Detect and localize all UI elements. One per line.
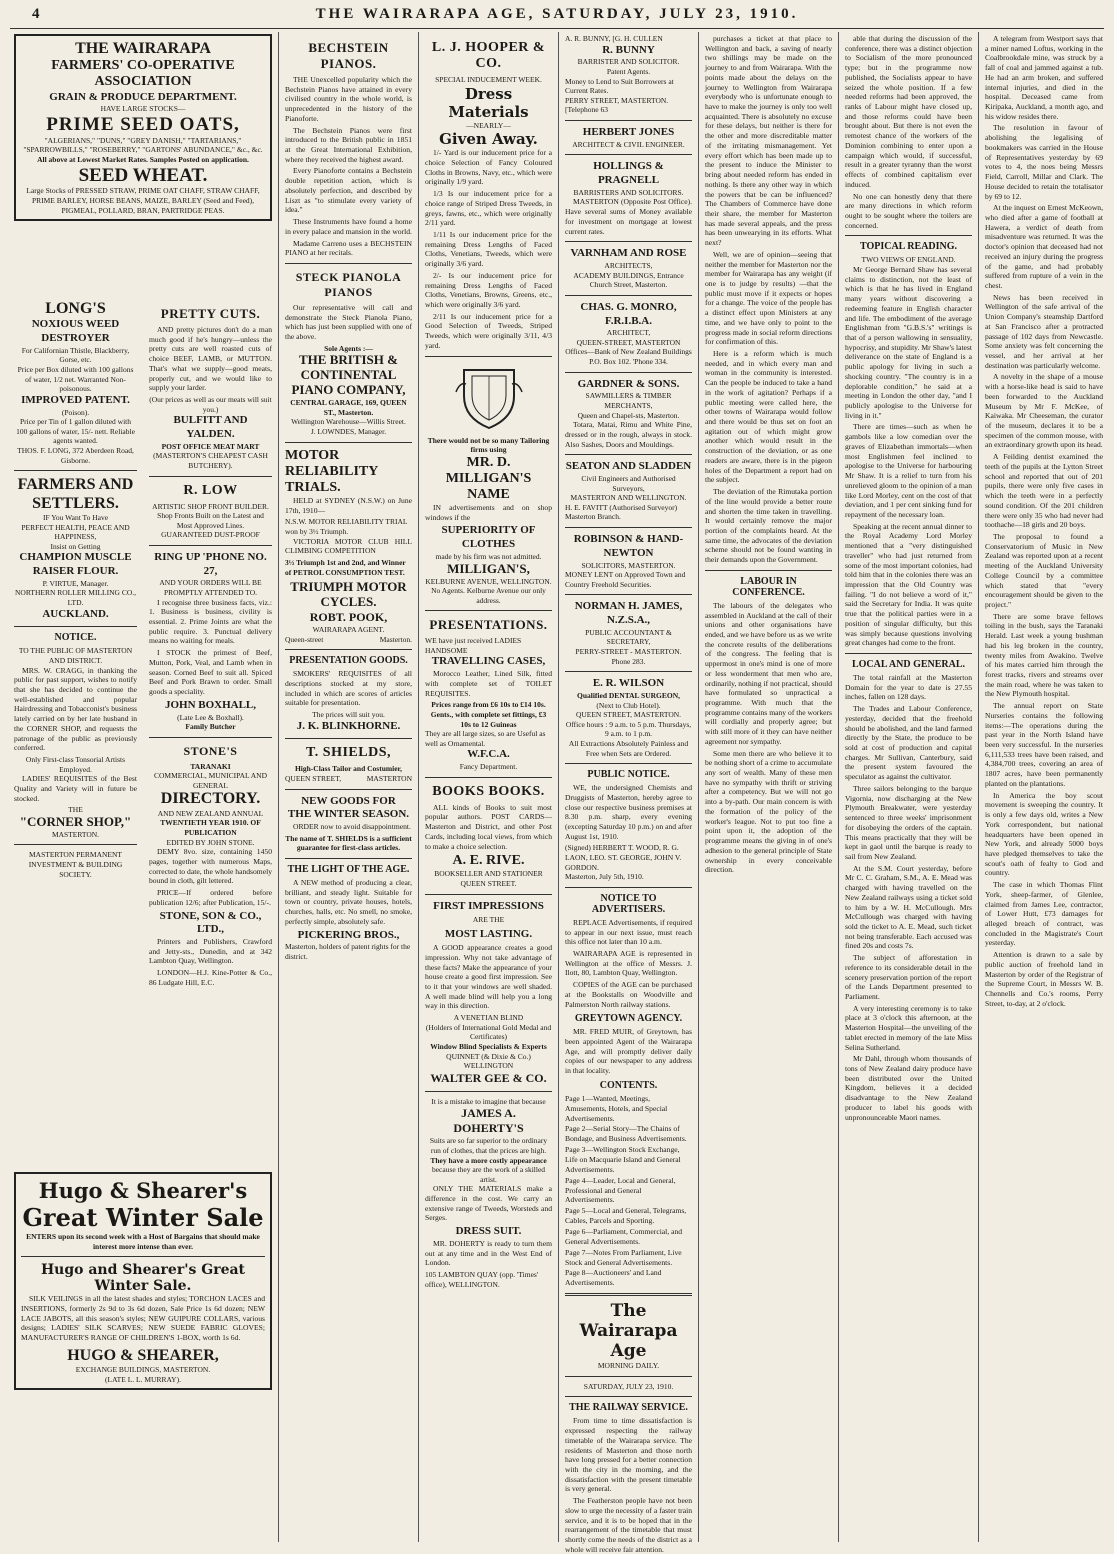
ad-text: MASTERTON. bbox=[51, 829, 100, 839]
ad-subheading: GRAIN & PRODUCE DEPARTMENT. bbox=[49, 90, 237, 103]
ad-text: Wellington Warehouse—Willis Street. bbox=[291, 417, 406, 427]
ad-heading: THE BRITISH & CONTINENTAL PIANO COMPANY, bbox=[291, 352, 406, 398]
ad-heading: MOTOR RELIABILITY TRIALS. bbox=[285, 447, 378, 495]
card-text: BARRISTERS AND SOLICITORS. bbox=[573, 187, 684, 197]
article-paragraph: A telegram from Westport says that a miner named Loftus, working in the Coalbrookdale mine, was struck by a fall of coal and jammed against a tub. He had an arm broken, and suffered internal injuries, and died in the hospital. Deceased came from Kiripaka, Auckland, a month ago, and his widow resides there. bbox=[985, 34, 1103, 121]
ad-text: Insist on Getting bbox=[50, 541, 101, 551]
ad-text: Masterton, holders of patent rights for the district. bbox=[285, 942, 411, 961]
ad-text: DEMY 8vo. size, containing 1450 pages, together with numerous Maps, corrected to date, the whole handsomely bound in cloth, gilt lettered. bbox=[149, 847, 272, 886]
ad-heading: BECHSTEIN PIANOS. bbox=[308, 40, 389, 71]
ad-text: IF You Want To Have bbox=[42, 512, 109, 522]
ad-text: All above at Lowest Market Rates. Samples Posted on application. bbox=[37, 154, 249, 164]
ad-text: LONDON—H.J. Kine-Potter & Co., 86 Ludgate Hill, E.C. bbox=[149, 968, 272, 987]
light-of-age-ad bbox=[285, 864, 412, 962]
hugo-shearer-ad bbox=[14, 1172, 272, 1390]
ad-heading: MOST LASTING. bbox=[444, 928, 533, 941]
ad-heading: STECK PIANOLA PIANOS bbox=[295, 269, 402, 299]
ad-heading: Hugo & Shearer's bbox=[38, 1178, 248, 1203]
notice-text: (Signed) HERBERT T. WOOD, R. G. LAON, LEO. ST. GEORGE, JOHN V. GORDON. bbox=[565, 843, 682, 872]
shields-ad bbox=[285, 745, 412, 853]
ad-text: I recognise three business facts, viz.: 1. Business is business, civility is essential. 2. Prime Joints are what the public require. 3. Punctual delivery means no waiting for meals. bbox=[149, 597, 272, 646]
ad-text: PRICE—If ordered before publication 12/6; after Publication, 15/-. bbox=[149, 888, 272, 907]
article-paragraph: A novelty in the shape of a mouse with a horse-like head is said to have been forwarded to the Auckland Museum by Mr F. McKee, of Kaiwaka. Mr Cheeseman, the curator of the museum, declares it to be a specimen of the common mouse, with an extraordinary growth upon its head. bbox=[985, 372, 1103, 450]
card-text: PERRY-STREET - MASTERTON. bbox=[575, 647, 682, 656]
ad-heading: Dress Materials bbox=[448, 84, 529, 121]
card-text: A. R. BUNNY, [G. H. CULLEN bbox=[565, 34, 663, 43]
ad-text: 105 LAMBTON QUAY (opp. 'Times' office), WELLINGTON. bbox=[425, 1270, 539, 1289]
ad-heading: Hugo and Shearer's Great Winter Sale. bbox=[40, 1262, 246, 1295]
first-impressions-ad bbox=[425, 900, 552, 1086]
ad-text: (Holders of International Gold Medal and Certificates) bbox=[425, 1022, 552, 1042]
ad-heading: FARMERS' CO-OPERATIVE ASSOCIATION bbox=[51, 58, 235, 90]
ad-text: Our representative will call and demonstrate the Steck Pianola Piano, which has just been supplied with one of the above. bbox=[285, 302, 412, 342]
article-paragraph: The deviation of the Rimutaka portion of the line would provide a better route and shorten the time taken in travelling. It would certainly remove the major portion of the complaints heard. At the same time, the advocates of the deviation scheme should not be found wanting in their demands upon the Government. bbox=[705, 487, 832, 565]
ad-text: Fancy Department. bbox=[459, 762, 518, 772]
ad-text: Family Butcher bbox=[185, 722, 236, 732]
column-5 bbox=[559, 34, 698, 1554]
ad-subheading: THE WINTER SEASON. bbox=[287, 808, 410, 821]
ad-text: ENTERS upon its second week with a Host of Bargains that should make interest more intense than ever. bbox=[26, 1232, 260, 1251]
ad-text: These Instruments have found a home in every palace and mansion in the world. bbox=[285, 217, 412, 236]
ad-text: TO THE PUBLIC OF MASTERTON AND DISTRICT. bbox=[18, 646, 133, 665]
ad-heading: Given Away. bbox=[439, 130, 538, 149]
article-paragraph: The resolution in favour of abolishing the legalising of bookmakers was carried in the House of Representatives yesterday by 69 votes to 4, the noes being Messrs Field, Carroll, Millar and Clark. The House decided to retain the totalisator by 69 to 12. bbox=[985, 123, 1103, 201]
ad-text: MASTERTON bbox=[366, 774, 412, 783]
article-paragraph: A very interesting ceremony is to take place at 3 o'clock this afternoon, at the Masterton Hospital—the unveiling of the tablet erected in memory of the late Miss Selina Sutherland. bbox=[845, 1003, 972, 1052]
article-paragraph: A Feilding dentist examined the teeth of the pupils at the Lytton Street school and reported that out of 201 pupils, there were only five cases in which the teeth were in a perfectly sound condition. Of the 201 children there were only 35 who had never had toothache—18 girls and 20 boys. bbox=[985, 452, 1103, 530]
ad-text: A VENETIAN BLIND bbox=[453, 1013, 524, 1023]
contents-heading: CONTENTS. bbox=[599, 1079, 658, 1091]
column-2 bbox=[143, 300, 278, 1162]
ad-text: AND pretty pictures don't do a man much good if he's hungry—unless the pretty cuts are well roasted cuts of choice BEEF, LAMB, or MUTTON. That's what we supply—good meats, properly cut, and we would like to supply your larder. bbox=[149, 325, 272, 393]
ad-text: Sole Agents :— bbox=[324, 343, 373, 353]
article-paragraph: At the inquest on Ernest McKeown, who died after a game of football at Hawera, a verdict of death from misadventure was returned. It was the doctor's opinion that deceased had not received an injury during the progress of the game, and had probably suffered from rupture of a vein in the chest. bbox=[985, 203, 1103, 290]
ad-text: 2/- Is our inducement price for remaining Dress Lengths of Faced Cloths, Venetians, Browns, Greens, etc., which were originally 3/6 yard. bbox=[425, 270, 552, 309]
ad-subheading: RING UP 'PHONE NO. 27, bbox=[154, 550, 267, 577]
card-text: MASTERTON (Opposite Post Office). Have several sums of Money available for investment on mortgage at lowest current rates. bbox=[565, 197, 692, 236]
card-heading: CHAS. G. MONRO, F.R.I.B.A. bbox=[580, 300, 677, 327]
ad-text: They are all large sizes, so are Useful as well as Ornamental. bbox=[425, 729, 546, 748]
card-text: PUBLIC ACCOUNTANT & SECRETARY, bbox=[585, 627, 672, 647]
ad-subheading: JAMES A. DOHERTY'S bbox=[453, 1106, 524, 1136]
ad-heading: MR. D. MILLIGAN'S NAME bbox=[445, 454, 532, 502]
article-paragraph: No one can honestly deny that there are many directions in which reform ought to be sought where the toilers are concerned. bbox=[845, 191, 972, 230]
ad-heading: THE LIGHT OF THE AGE. bbox=[287, 864, 410, 875]
list-item: Page 8—Auctioneers' and Land Advertisements. bbox=[565, 1268, 662, 1288]
ad-text: COMMERCIAL, MUNICIPAL AND GENERAL bbox=[154, 771, 267, 790]
ad-heading: Great Winter Sale bbox=[22, 1203, 264, 1232]
ad-text: (LATE L. L. MURRAY). bbox=[105, 1374, 181, 1384]
ad-text: AND NEW ZEALAND ANNUAL bbox=[157, 808, 264, 818]
article-paragraph: purchases a ticket at that place to Wellington and back, a saving of nearly two shillings may be made on the journey to and from Wairarapa. With the points made about the delays on the journey to Wellington from Wairarapa everybody who is unfortunate enough to have to make the journey is only too well acquainted. There is absolutely no excuse for these delays, but neither is there for the other and more discreditable matter of the irritating mismanagement. Yet every effort which has been made up to the present to induce the Minister to bring about needed reform has ended in nothing. Is there any other way in which the powers that be can be influenced? The Chambers of Commerce have done their share, the member for Masterton has made several appeals, and the press has been unwearying in its efforts. What next? bbox=[705, 34, 832, 248]
ad-heading: PRIME SEED OATS, bbox=[46, 113, 240, 135]
card-text: Civil Engineers and Authorised Surveyors, bbox=[581, 474, 676, 493]
article-paragraph: Here is a reform which is much needed, and in which every man and woman in the community is interested. Can the people be induced to take a hand in the work of agitation? Perhaps if a public meeting were called here, the other towns of Wairarapa would follow and there would be thus set on foot an agitation out of which might grow another which would result in the construction of the deviation, or as one readers are aware, there is in the pigeon holes of the Department a report had on the subject. bbox=[705, 349, 832, 485]
article-paragraph: News has been received in Wellington of the safe arrival of the Union Company's steamship Dartford at San Francisco after a protracted passage of 102 days from Newcastle. Some anxiety was felt concerning the vessel, and her arrival at her destination was particularly welcome. bbox=[985, 292, 1103, 370]
ad-text: MASTERTON PERMANENT INVESTMENT & BUILDING SOCIETY. bbox=[28, 850, 123, 879]
ad-text: WAIRARAPA AGENT. bbox=[312, 625, 385, 634]
ad-text: AND YOUR ORDERS WILL BE PROMPTLY ATTENDED TO. bbox=[159, 578, 262, 597]
ad-text: QUINNET (& Dixie & Co.) WELLINGTON bbox=[446, 1051, 531, 1071]
hugo-shearer-region bbox=[8, 1172, 278, 1542]
ad-text: I STOCK the primest of Beef, Mutton, Pork, Veal, and Lamb when in season. Corned Beef to suit all. Spiced Beef and Pork Brawn to order. Small goods a speciality. bbox=[149, 648, 272, 697]
article-paragraph: Three sailors belonging to the barque Vigornia, now discharging at the New Plymouth Breakwater, were yesterday sentenced to three weeks' imprisonment for disobeying the orders of the captain. This means practically that they will be kept in gaol until the barque is ready to sail from New Zealand. bbox=[845, 783, 972, 861]
ad-heading: THE WAIRARAPA bbox=[75, 40, 211, 57]
column-3 bbox=[279, 34, 418, 1542]
card-text: SOLICITORS, MASTERTON. bbox=[581, 560, 676, 570]
ad-text: MRS. W. CRAGG, in thanking the public for past support, wishes to notify that she has decided to continue the well-established and popular Hairdressing and Tobacconist's business lately carried on by her late husband in the CORNER SHOP, and requests the patronage of the public as previously conferred. bbox=[14, 665, 137, 753]
article-subheading: TWO VIEWS OF ENGLAND. bbox=[861, 255, 956, 265]
ad-text: NORTHERN ROLLER MILLING CO., LTD. bbox=[15, 588, 136, 608]
ad-text: TARANAKI bbox=[190, 761, 231, 771]
public-notice bbox=[565, 769, 692, 882]
ad-subheading: SUPERIORITY OF CLOTHES bbox=[441, 524, 536, 551]
ad-heading: L. J. HOOPER & CO. bbox=[431, 40, 546, 71]
card-text: Totara, Matai, Rimu and White Pine, dressed or in the rough, always in stock. Also Sashes, Doors and Mouldings. bbox=[565, 420, 692, 449]
ad-text: The prices will suit you. bbox=[312, 710, 385, 720]
article-paragraph: Attention is drawn to a sale by public auction of freehold land in Masterton by order of the Registrar of the Supreme Court, in Messrs W. B. Chennells and Co.'s rooms, Perry Street, to-day, at 2 o'clock. bbox=[985, 950, 1103, 1008]
ad-text: because they are the work of a skilled artist. bbox=[431, 1165, 546, 1184]
milligan-ad bbox=[425, 362, 552, 606]
ad-subheading: PICKERING BROS., bbox=[297, 928, 400, 941]
r-low-ad bbox=[149, 483, 272, 732]
doherty-ad bbox=[425, 1097, 552, 1290]
ad-subheading: W.F.C.A. bbox=[467, 748, 510, 761]
article-paragraph: There are times—such as when he gambols like a low comedian over the graves of Elizabethan immortals—when most Englishmen feel inclined to apologise to the Universe for harbouring Mr Shaw. It is a relief to turn from his unrelieved gloom to the opinion of a man like Lord Morley, cent on the cost of that deviation, and 1 per cent sinking fund for repayment of the necessary loan. bbox=[845, 422, 972, 519]
card-text: Money to Lend to Suit Borrowers at Current Rates. bbox=[565, 76, 674, 96]
card-text: ACADEMY BUILDINGS, Entrance Church Street, Masterton. bbox=[573, 270, 684, 290]
ad-heading: STONE'S bbox=[183, 743, 238, 758]
ad-text: SILK VEILINGS in all the latest shades and styles; TORCHON LACES and INSERTIONS, formerly 2s 9d to 3s 6d dozen, Sale Price 1s 6d dozen; NEW LACE JABOTS, all this season's styles; NEW GUIPURE COLLARS, various designs; LADIES' SILK SCARVES; NEW SUEDE FABRIC GLOVES; MANUFACTURER'S RANGE OF CHILDREN'S 1-BOX, worth 1s 6d. bbox=[21, 1294, 265, 1343]
card-text: All Extractions Absolutely Painless and Free when Sets are Ordered. bbox=[568, 738, 689, 758]
ad-text: 1/- Yard is our inducement price for a choice Selection of Fancy Coloured Cloths in Browns, Navy, etc., which were originally 1/9 yard. bbox=[425, 148, 552, 187]
card-text: ARCHITECT, bbox=[606, 328, 651, 338]
books-ad bbox=[425, 784, 552, 889]
steck-ad bbox=[285, 270, 412, 437]
ad-text: EDITED BY JOHN STONE. bbox=[166, 837, 255, 847]
ad-text: (Late Lee & Boxhall). bbox=[177, 712, 244, 722]
ad-heading: HUGO & SHEARER, bbox=[67, 1346, 219, 1364]
article-heading: LABOUR IN CONFERENCE. bbox=[732, 575, 805, 598]
longs-ad bbox=[14, 300, 137, 465]
card-heading: NORMAN H. JAMES, N.Z.S.A., bbox=[574, 600, 683, 627]
ad-heading: NOTICE. bbox=[54, 632, 97, 644]
list-item: Page 4—Leader, Local and General, Professional and General Advertisements. bbox=[565, 1175, 676, 1205]
ad-text: N.S.W. MOTOR RELIABILITY TRIAL won by 3½ Triumph. bbox=[285, 517, 408, 536]
ad-text: Printers and Publishers, Crawford and Jetty-sts., Dunedin, and at 342 Lambton Quay, Wellington. bbox=[149, 937, 272, 966]
ad-heading: "CORNER SHOP," bbox=[19, 813, 132, 829]
ad-text: (Poison). bbox=[61, 407, 90, 417]
list-item: Page 6—Parliament, Commercial, and General Advertisements. bbox=[565, 1227, 683, 1246]
ad-text: HELD at SYDNEY (N.S.W.) on June 17th, 1910— bbox=[285, 495, 412, 515]
pretty-cuts-ad bbox=[149, 306, 272, 471]
card-text: H. E. FAVITT (Authorised Surveyor) Masterton Branch. bbox=[565, 502, 678, 522]
page-number: 4 bbox=[32, 6, 40, 22]
settlers-ad bbox=[14, 476, 137, 621]
article-paragraph: The Featherston people have not been slow to urge the necessity of a faster train service, and it is to be hoped that in the rearrangement of the timetable that must shortly come the needs of the district as a whole will receive fair attention. bbox=[565, 1496, 692, 1554]
ad-text: For Californian Thistle, Blackberry, Gorse, etc. bbox=[21, 345, 130, 365]
presentations-ad bbox=[425, 617, 552, 771]
ad-heading: PRESENTATIONS. bbox=[429, 617, 548, 633]
card-text: BARRISTER AND SOLICITOR. bbox=[577, 57, 680, 67]
ad-address-row bbox=[285, 635, 412, 645]
ad-text: BOOKSELLER AND STATIONER QUEEN STREET. bbox=[434, 869, 543, 888]
ad-text: ALL kinds of Books to suit most popular authors. POST CARDS—Masterton and District, and other Post Cards, including local views, from which to make a choice selection. bbox=[425, 802, 552, 851]
ad-text: QUEEN STREET, bbox=[285, 774, 342, 783]
card-heading: E. R. WILSON bbox=[592, 677, 665, 690]
list-item: Page 2—Serial Story—The Chains of Bondage, and Business Advertisements. bbox=[565, 1124, 687, 1144]
card-text: (Next to Club Hotel). bbox=[596, 700, 661, 710]
notice-text: WE, the undersigned Chemists and Druggists of Masterton, hereby agree to close our respective business premises at 8.30 p.m. sharp, every evening (excepting Saturday 10 p.m.) on and after August 1st, 1910. bbox=[565, 783, 692, 841]
ad-heading: A. E. RIVE. bbox=[452, 853, 525, 869]
ad-subheading: ROBT. POOK, bbox=[309, 610, 388, 624]
ad-text: Madame Carreno uses a BECHSTEIN PIANO at her recitals. bbox=[285, 238, 412, 258]
article-paragraph: Mr Dahl, through whom thousands of tons of New Zealand dairy produce have been distributed over the United Kingdom, believes it a decided disadvantage to the New Zealand producer to label his goods with unpronounceable Maori names. bbox=[845, 1054, 972, 1122]
ad-text: Prices range from £6 10s to £14 10s. bbox=[431, 700, 546, 710]
list-item: Page 1—Wanted, Meetings, Amusements, Hotels, and Special Advertisements. bbox=[565, 1093, 668, 1123]
card-heading: GARDNER & SONS. bbox=[577, 377, 680, 390]
notice-heading: NOTICE TO ADVERTISERS. bbox=[591, 892, 666, 915]
motor-trials-ad bbox=[285, 448, 412, 645]
card-text: Queen and Chapel-sts, Masterton. bbox=[577, 410, 680, 420]
card-heading: HOLLINGS & PRAGNELL bbox=[593, 160, 664, 186]
ad-text: HAVE LARGE STOCKS— bbox=[100, 104, 186, 114]
card-text: QUEEN STREET, MASTERTON. bbox=[575, 710, 682, 720]
article-paragraph: Speaking at the recent annual dinner to the Royal Academy Lord Morley mentioned that a "very distinguished traveller" who had just returned from some of the most important colonies, had told him that in the colonies there was an impression that the Old Country was failing. "I do not believe a word of it," said the Secretary for India. It was quite true that the political parties were in a position of singular difficulty, but this was simply because questions involving great changes had come to the front. bbox=[845, 521, 972, 648]
ad-text: SPECIAL INDUCEMENT WEEK. bbox=[435, 75, 542, 84]
ad-text: A GOOD appearance creates a good impression. Why not take advantage of these facts? Make the appearance of your house create a good first impression. See to it that your windows are well shaded. A well made blind will help you a long way in this direction. bbox=[425, 943, 552, 1011]
ad-text: Shop Fronts Built on the Latest and Most Approved Lines. bbox=[157, 511, 264, 530]
ad-subheading: IMPROVED PATENT. bbox=[21, 393, 130, 406]
ad-text: ONLY THE MATERIALS make a difference in the cost. We carry an extensive range of Tweeds, Worsteds and Serges. bbox=[425, 1184, 552, 1223]
ad-heading: SEED WHEAT. bbox=[78, 164, 208, 186]
column-4 bbox=[419, 34, 558, 1542]
article-paragraph: The labours of the delegates who assembled in Auckland at the call of their unions and other organisations have ended, and we have before us as we write the concrete results of the deliberations of the congress. The feeling that is uppermost in one's mind is one of more or less wonderment that men who are, ordinarily, nothing if not practical, should have formulated so unpractical a programme. With much that the programme contains many of the workers will cordially and properly agree; but with still more of it they can have neither agreement nor sympathy. bbox=[705, 600, 832, 746]
ad-text: Large Stocks of PRESSED STRAW, PRIME OAT CHAFF, STRAW CHAFF, PRIME BARLEY, HORSE BEANS, MAIZE, BARLEY (Seed and Feed), PIGMEAL, POLLARD, BRAN, PARTRIDGE PEAS. bbox=[26, 186, 260, 215]
ad-text: 1/11 Is our inducement price for the remaining Dress Lengths of Faced Cloths, Venetians, Tweeds, which were originally 3/6 yard. bbox=[425, 229, 552, 269]
bechstein-ad bbox=[285, 40, 412, 258]
card-text: Qualified DENTAL SURGEON, bbox=[576, 690, 680, 700]
leader-section bbox=[565, 1301, 692, 1554]
ad-text: SMOKERS' REQUISITES of all descriptions stocked at my store, included in which are scores of articles suitable for presentation. bbox=[285, 669, 412, 708]
notice-text: WAIRARAPA AGE is represented in Wellington at the office of Messrs. J. Ilott, 80, Lambton Quay, Wellington. bbox=[565, 948, 692, 978]
ad-text: They have a more costly appearance bbox=[430, 1155, 547, 1165]
article-heading: LOCAL AND GENERAL. bbox=[851, 659, 966, 670]
notice-ad bbox=[14, 632, 137, 879]
notice-text: COPIES of the AGE can be purchased at the Bookstalls on Woodville and Palmerston North railway stations. bbox=[565, 980, 692, 1009]
ad-text: The Bechstein Pianos were first introduced to the British public in 1851 at the Great International Exhibition, where they received the highest award. bbox=[285, 125, 412, 164]
ad-heading: T. SHIELDS, bbox=[306, 745, 391, 761]
ad-subheading: STONE, SON & CO., LTD., bbox=[159, 909, 262, 936]
column-8 bbox=[979, 34, 1109, 1542]
ad-text: It is a mistake to imagine that because bbox=[431, 1096, 546, 1106]
article-paragraph: From time to time dissatisfaction is expressed respecting the railway timetable of the Wairarapa service. The residents of Masterton and those north have long pressed for a better connection with the city in the morning, and the dissatisfaction with the present timetable is very general. bbox=[565, 1416, 692, 1494]
ad-subheading: AUCKLAND. bbox=[42, 607, 109, 620]
ad-text: 2/11 Is our inducement price for a Good Selection of Tweeds, Striped Tweeds, which were originally 3/11, 4/3 yard. bbox=[425, 311, 552, 350]
ad-text: Every Pianoforte contains a Bechstein double repetition action, which is absolutely perfection, and described by Liszt as "to stimulate every variety of idea." bbox=[285, 166, 412, 215]
ad-text: ARTISTIC SHOP FRONT BUILDER. bbox=[152, 501, 269, 511]
presentation-goods-ad bbox=[285, 655, 412, 733]
ad-text: Window Blind Specialists & Experts bbox=[430, 1041, 547, 1051]
ad-subheading: J. K. BLINKHORNE. bbox=[296, 719, 401, 732]
farmers-association-ad bbox=[14, 34, 272, 221]
ad-text: Price per Tin of 1 gallon diluted with 100 gallons of water, 15/- nett. Reliable agents wanted. bbox=[16, 417, 135, 446]
advertisers-notice bbox=[565, 893, 692, 1091]
ad-text: There would not be so many Tailoring firms using bbox=[427, 435, 550, 455]
card-text: Office hours : 9 a.m. to 5 p.m. Thursdays, 9 a.m. to 1 p.m. bbox=[565, 719, 692, 739]
article-paragraph: Mr George Bernard Shaw has several claims to distinction, not the least of which is that he has lived in England many years without discovering a redeeming feature in English character and life. The embodiment of the average Englishman from "G.B.S.'s" writings is that of a person wallowing in sensuality, hypocrisy, and stupidity. Mr Shaw's latest deliverance on the state of England is a public apology for living in such a shocking country. "The country is in a deplorable condition," he said at a meeting in London the other day, "and I publicly apologise to the Universe for living in it." bbox=[845, 264, 972, 420]
ad-text: KELBURNE AVENUE, WELLINGTON. bbox=[425, 576, 552, 586]
ad-subheading: NEW GOODS FOR bbox=[301, 794, 396, 807]
ad-text: POST OFFICE MEAT MART bbox=[161, 441, 260, 451]
ad-text: A NEW method of producing a clear, brilliant, and steady light. Suitable for town or country, private houses, hotels, churches, halls, etc. No smell, no smoke, perfectly simple, absolutely safe. bbox=[285, 878, 412, 926]
ad-subheading: BULFITT AND YALDEN. bbox=[173, 414, 248, 440]
ad-text: GUARANTEED DUST-PROOF bbox=[161, 530, 260, 540]
ad-subheading: JOHN BOXHALL, bbox=[164, 698, 257, 711]
ad-heading: MILLIGAN'S, bbox=[447, 560, 530, 576]
ad-subheading: TRAVELLING CASES, bbox=[431, 655, 546, 668]
ad-text: Price per Box diluted with 100 gallons of water, 1/2 net. Warranted Non-poisonous. bbox=[17, 365, 134, 394]
ad-subheading: DRESS SUIT. bbox=[455, 1225, 522, 1238]
ad-heading: BOOKS BOOKS. bbox=[432, 783, 545, 799]
ad-text: TWENTIETH YEAR 1910. OF PUBLICATION bbox=[160, 818, 261, 838]
column-7 bbox=[839, 34, 978, 1542]
masthead-title: THE WAIRARAPA AGE, SATURDAY, JULY 23, 1910. bbox=[315, 6, 799, 22]
ad-text: made by his firm was not admitted. bbox=[435, 551, 542, 561]
article-heading: TOPICAL READING. bbox=[859, 241, 958, 253]
ad-text: Gents., with complete set fittings, £3 10s to 12 Guineas bbox=[430, 709, 547, 729]
card-text: QUEEN-STREET, MASTERTON bbox=[576, 337, 681, 347]
ad-text: ARE THE bbox=[472, 914, 505, 924]
hooper-ad bbox=[425, 40, 552, 351]
ad-text: WE have just received LADIES HANDSOME bbox=[425, 636, 522, 655]
card-text: PERRY STREET, MASTERTON. [Telephone 63 bbox=[565, 95, 669, 115]
ad-text: EXCHANGE BUILDINGS, MASTERTON. bbox=[75, 1365, 211, 1375]
column-6 bbox=[699, 34, 838, 1542]
article-paragraph: In America the boy scout movement is sweeping the country. It is only a few days old, writes a New York correspondent, but national headquarters have been opened in New York, and already 5000 boys have pledged themselves to take the scout's oath of fealty to God and country. bbox=[985, 790, 1103, 878]
ad-text: VICTORIA MOTOR CLUB HILL CLIMBING COMPETITION bbox=[285, 536, 412, 556]
notice-text: REPLACE Advertisements, if required to appear in our next issue, must reach this office not later than 10 a.m. bbox=[565, 917, 692, 947]
article-paragraph: The annual report on State Nurseries contains the following items:—The operations during the past year in the North Island have been very successful. In the nurseries 6,111,533 trees have been raised, and 4,384,700 trees, covering an area of 1807 acres, have been permanently planted on the plantations. bbox=[985, 701, 1103, 788]
notice-text: Masterton, July 5th, 1910. bbox=[565, 872, 644, 882]
ad-text: LADIES' REQUISITES of the Best Quality and Variety will in future be stocked. bbox=[14, 774, 137, 803]
ad-text: Queen-street bbox=[285, 634, 324, 644]
card-text: ARCHITECT & CIVIL ENGINEER. bbox=[572, 139, 685, 149]
article-paragraph: Well, we are of opinion—seeing that neither the member for Masterton nor the member for Wairarapa has any weight (if one is to judge by results) —that the public must move if it expects or hopes for a change. The voice of the people has a distinct effect upon Ministers at any time, and we have only to point to the progress made in social reform directions for confirmation of this. bbox=[705, 249, 832, 347]
ad-text: MR. DOHERTY is ready to turn them out at any time and in the West End of London. bbox=[425, 1238, 552, 1268]
article-paragraph: At the S.M. Court yesterday, before Mr C. C. Graham, S.M., A. E. Mead was charged with having travelled on the New Zealand railways using a ticket sold to him by a W. H. McCullough. Mrs McCullough was charged with having sold the ticket to A. E. Mead, such ticket not being transferable. Each accused was fined 20s and costs 7s. bbox=[845, 863, 972, 951]
nameplate-subtitle: MORNING DAILY. bbox=[597, 1361, 660, 1371]
ad-subheading: WALTER GEE & CO. bbox=[430, 1070, 547, 1085]
card-text: Phone 283. bbox=[611, 656, 646, 666]
ad-text: Morocco Leather, Lined Silk, fitted with complete set of TOILET REQUISITES. bbox=[425, 669, 552, 698]
leader-heading: THE RAILWAY SERVICE. bbox=[569, 1402, 688, 1414]
card-text: MONEY LENT on Approved Town and Country Freehold Securities. bbox=[565, 570, 686, 589]
ad-text: (Our prices as well as our meats will suit you.) bbox=[149, 395, 272, 414]
card-heading: VARNHAM AND ROSE bbox=[570, 247, 687, 260]
notice-heading: PUBLIC NOTICE. bbox=[587, 769, 670, 781]
ad-text: No Agents. Kelburne Avenue our only address. bbox=[431, 586, 546, 605]
leader-date: SATURDAY, JULY 23, 1910. bbox=[583, 1381, 674, 1391]
article-paragraph: There are some brave fellows toiling in the bush, says the Taranaki Herald. Last week a young bushman had his leg broken in the country, twenty miles from Awakino. Twelve of his mates carried him through the forest tracks, rivers and streams over the main road, where he was taken to the New Plymouth hospital. bbox=[985, 611, 1103, 699]
ad-text: High-Class Tailor and Costumier, bbox=[294, 764, 403, 774]
ad-subheading: CHAMPION MUSCLE RAISER FLOUR. bbox=[19, 551, 132, 578]
ad-heading: PRESENTATION GOODS. bbox=[289, 655, 408, 667]
ad-text: THE bbox=[68, 805, 83, 815]
ad-text: Masterton. bbox=[379, 634, 412, 644]
ad-text: Only First-class Tonsorial Artists Employed. bbox=[25, 755, 126, 774]
card-text: ARCHITECTS, bbox=[604, 260, 653, 270]
ad-text: 1/3 Is our inducement price for a choice range of Striped Dress Tweeds, in greys, fawns, etc., which were originally 2/11 yard. bbox=[425, 189, 552, 228]
ad-heading: LONG'S bbox=[45, 300, 106, 317]
ad-text: IN advertisements and on shop windows if the bbox=[425, 503, 552, 522]
ad-text: CENTRAL GARAGE, 169, QUEEN ST., Masterton. bbox=[290, 398, 407, 417]
ad-heading: DIRECTORY. bbox=[160, 790, 261, 808]
article-paragraph: The Trades and Labour Conference, yesterday, decided that the freehold should be abolished, and the land farmed directly by the State, the produce to be sold at cost of production and capital charges. Mr Sullivan, Canterbury, said the present system favoured the speculator as against the cultivator. bbox=[845, 704, 972, 782]
card-heading: ROBINSON & HAND-NEWTON bbox=[573, 533, 684, 559]
masthead bbox=[10, 4, 1104, 29]
ad-address-row bbox=[285, 774, 412, 784]
article-paragraph: able that during the discussion of the conference, there was a distinct objection to Socialism of the more pronounced type; but in the programme now published, the Socialists appear to have seized the whole position. If a few needed reforms had been approved, the ranks of Labour might have closed up, and those reforms could have been brought about. But there is not even the remotest chance of the workers of the Dominion combining to enter upon a campaign which would, if successful, result in a greater tyranny than the worst effects of combined capitalism ever induced. bbox=[845, 34, 972, 189]
ad-heading: PRETTY CUTS. bbox=[160, 306, 261, 321]
ad-text: The name of T. SHIELDS is a sufficient guarantee for first-class articles. bbox=[285, 833, 412, 853]
article-paragraph: The case in which Thomas Flint York, sheep-farmer, of Glenlee, claimed from James Lee, contractor, of Lower Hutt, £73 damages for alleged breach of contract, was concluded in the Magistrate's Court yesterday. bbox=[985, 880, 1103, 948]
ad-text: THE Unexcelled popularity which the Bechstein Pianos have attained in every civilised country in the whole world, is unprecedented in the history of the Pianoforte. bbox=[285, 75, 412, 123]
ad-text: (MASTERTON'S CHEAPEST CASH BUTCHERY). bbox=[153, 451, 268, 470]
notice-heading: GREYTOWN AGENCY. bbox=[574, 1013, 683, 1025]
article-paragraph: The total rainfall at the Masterton Domain for the year to date is 27.55 inches, fallen on 128 days. bbox=[845, 673, 972, 702]
ad-heading: FIRST IMPRESSIONS bbox=[433, 899, 544, 912]
article-paragraph: The proposal to found a Conservatorium of Music in New Zealand was reported upon at a recent meeting of the Auckland University College Council by a committee which stated that "every encouragement should be given to the project." bbox=[985, 531, 1103, 609]
ad-text: ORDER now to avoid disappointment. bbox=[293, 822, 411, 832]
card-heading: SEATON AND SLADDEN bbox=[565, 460, 692, 473]
card-text: MASTERTON AND WELLINGTON. bbox=[570, 493, 687, 503]
contents-list bbox=[565, 1094, 692, 1288]
card-text: Offices—Bank of New Zealand Buildings P.O. Box 102. 'Phone 334. bbox=[565, 347, 692, 367]
ad-text: "ALGERIANS," "DUNS," "GREY DANISH," "TARTARIANS," "SPARROWBILLS," "ROSEBERRY," "GARTONS' ABUNDANCE," &c., &c. bbox=[23, 135, 263, 155]
newspaper-nameplate: The Wairarapa Age bbox=[579, 1301, 678, 1362]
card-text: Patent Agents. bbox=[606, 66, 651, 76]
ad-text: THOS. F. LONG, 372 Aberdeen Road, Gisborne. bbox=[17, 445, 134, 465]
notice-text: MR. FRED MUIR, of Greytown, has been appointed Agent of the Wairarapa Age, and will promptly deliver daily copies of our newspaper to any address in that locality. bbox=[565, 1027, 692, 1076]
professional-cards bbox=[565, 34, 692, 758]
ad-heading: TRIUMPH MOTOR CYCLES. bbox=[290, 579, 407, 610]
card-text: SAWMILLERS & TIMBER MERCHANTS, bbox=[585, 391, 672, 410]
ad-heading: R. LOW bbox=[183, 482, 238, 498]
ad-text: J. LOWNDES, Manager. bbox=[310, 427, 387, 436]
ad-text: PERFECT HEALTH, PEACE AND HAPPINESS, bbox=[21, 522, 130, 542]
ad-subheading: NOXIOUS WEED DESTROYER bbox=[31, 318, 120, 345]
article-paragraph: Some men there are who believe it to be nothing short of a crime to accumulate any sort of wealth. Many of these men have no sympathy with thrift or striving after a competency. But we will not go into a by-path. Our main concern is with the formation of the policy of the worker's league. Not to put too fine a point upon it, the adoption of the programme means the giving in of one's adhesion to the general principle of State ownership in every conceivable direction. bbox=[705, 748, 832, 875]
card-heading: HERBERT JONES bbox=[582, 125, 675, 138]
list-item: Page 7—Notes From Parliament, Live Stock and General Advertisements. bbox=[565, 1247, 682, 1267]
article-paragraph: The subject of afforestation in reference to its considerable detail in the scenery preservation portion of the report of the Lands Department presented to Parliament. bbox=[845, 953, 972, 1001]
card-heading: R. BUNNY bbox=[602, 43, 655, 56]
ad-heading: FARMERS AND SETTLERS. bbox=[17, 476, 134, 512]
ad-text: 3½ Triumph 1st and 2nd, and Winner of PETROL CONSUMPTION TEST. bbox=[285, 557, 406, 577]
stones-directory-ad bbox=[149, 744, 272, 988]
ad-text: P. VIRTUE, Manager. bbox=[42, 578, 109, 588]
ad-text: —NEARLY— bbox=[466, 120, 511, 130]
ad-text: Suits are so far superior to the ordinary run of clothes, that the prices are high. bbox=[429, 1136, 548, 1155]
list-item: Page 3—Wellington Stock Exchange, Life on Macquarie Island and General Advertisements. bbox=[565, 1145, 681, 1174]
shield-crest-icon bbox=[454, 362, 524, 432]
list-item: Page 5—Local and General, Telegrams, Cables, Parcels and Sporting. bbox=[565, 1206, 687, 1226]
